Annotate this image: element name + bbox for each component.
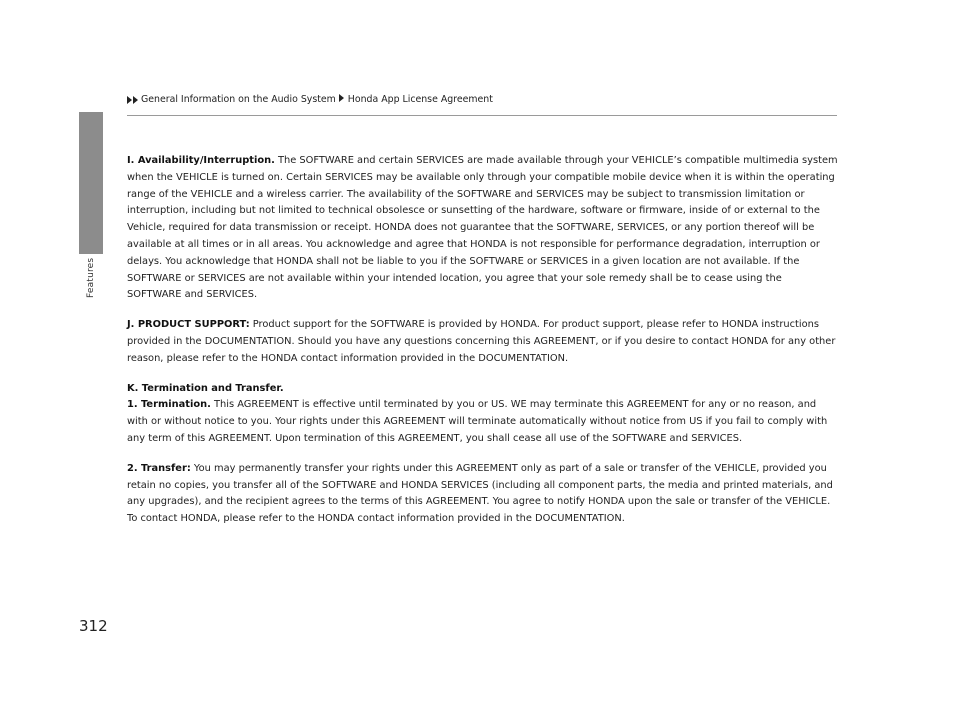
breadcrumb-item-audio-system[interactable]: General Information on the Audio System	[141, 94, 336, 105]
header-divider	[127, 115, 837, 116]
breadcrumb-arrow-icon	[127, 96, 132, 104]
product-support-heading: J. PRODUCT SUPPORT:	[127, 319, 250, 331]
termination-heading: 1. Termination.	[127, 399, 211, 411]
section-tab	[79, 112, 103, 254]
availability-text: The SOFTWARE and certain SERVICES are made available through your VEHICLE’s compatible multimedia system when the VEHICLE is turned on. Certain SERVICES may be available only through your compatible mobile device when it is within the operating range of the VEHICLE and a wireless carrier. The availability of the SOFTWARE and SERVICES may be subject to transmission limitation or interruption, including but not limited to technical obsolesce or sunsetting of the hardware, software or firmware, inside of or external to the Vehicle, required for data transmission or receipt. HONDA does not guarantee that the SOFTWARE, SERVICES, or any portion thereof will be available at all times or in all areas. You acknowledge and agree that HONDA is not responsible for performance degradation, interruption or delays. You acknowledge that HONDA shall not be liable to you if the SOFTWARE or SERVICES in a given location are not available. If the SOFTWARE or SERVICES are not available within your intended location, you agree that your sole remedy shall be to cease using the SOFTWARE and SERVICES.	[127, 155, 838, 301]
transfer-text: You may permanently transfer your rights under this AGREEMENT only as part of a sale or transfer of the VEHICLE, provided you retain no copies, you transfer all of the SOFTWARE and HONDA SERVICES (including all component parts, the media and printed materials, and any upgrades), and the recipient agrees to the terms of this AGREEMENT. You agree to notify HONDA upon the sale or transfer of the VEHICLE. To contact HONDA, please refer to the HONDA contact information provided in the DOCUMENTATION.	[127, 462, 833, 525]
termination-paragraph	[127, 397, 839, 447]
availability-heading: I. Availability/Interruption.	[127, 155, 275, 166]
section-label: Features	[86, 257, 96, 298]
breadcrumb-item-license-agreement: Honda App License Agreement	[347, 94, 493, 105]
breadcrumb-separator	[339, 94, 345, 105]
transfer-heading: 2. Transfer:	[127, 462, 191, 474]
termination-text: This AGREEMENT is effective until terminated by you or US. WE may terminate this AGREEMENT for any or no reason, and with or without notice to you. Your rights under this AGREEMENT will terminate automatically without notice from US if you fail to comply with any term of this AGREEMENT. Upon termination of this AGREEMENT, you shall cease all use of the SOFTWARE and SERVICES.	[127, 399, 828, 444]
document-body	[127, 153, 839, 528]
product-support-text: Product support for the SOFTWARE is provided by HONDA. For product support, please refer to HONDA instructions provided in the DOCUMENTATION. Should you have any questions concerning this AGREEMENT, or if you desire to contact HONDA for any other reason, please refer to the HONDA contact information provided in the DOCUMENTATION.	[127, 319, 836, 364]
availability-paragraph	[127, 153, 839, 304]
breadcrumb-arrow-icon	[339, 94, 344, 102]
page-number: 312	[79, 617, 108, 635]
termination-transfer-heading: K. Termination and Transfer.	[127, 382, 284, 394]
breadcrumb	[127, 94, 493, 105]
transfer-paragraph	[127, 461, 839, 528]
product-support-paragraph	[127, 317, 839, 367]
breadcrumb-arrow-icon	[133, 96, 138, 104]
